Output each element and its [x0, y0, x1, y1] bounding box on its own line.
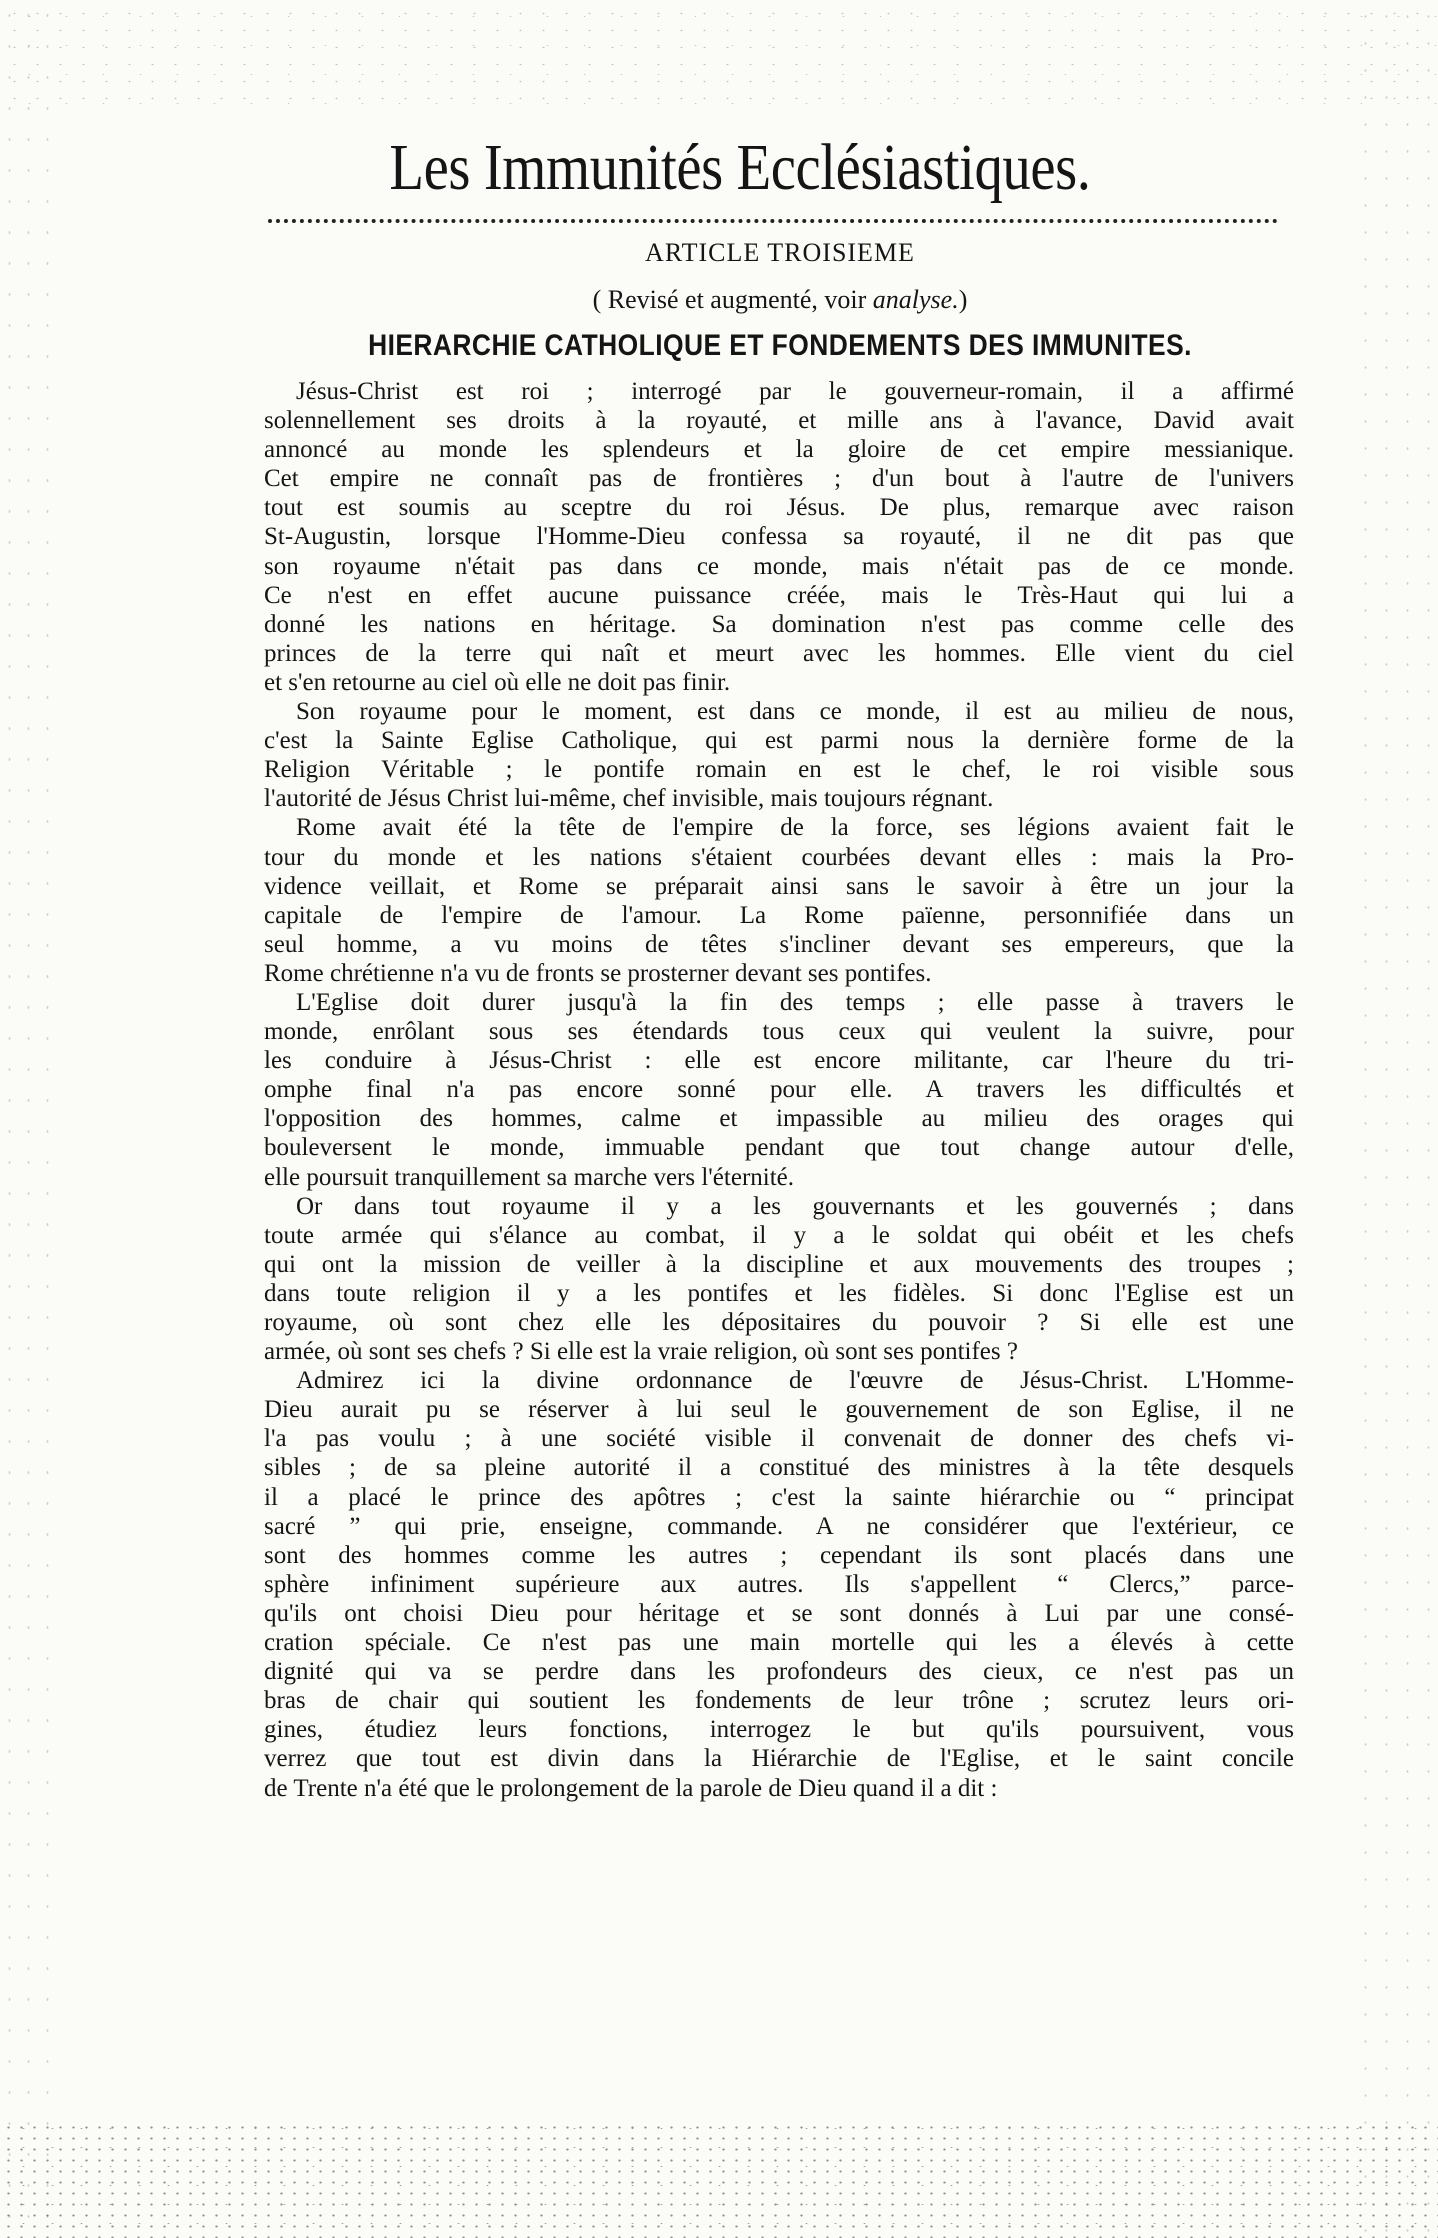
text-line-content: elle poursuit tranquillement sa marche vers l'éternité. — [264, 1163, 795, 1191]
text-line-content: les conduire à Jésus-Christ : elle est encore militante, car l'heure du tri- — [264, 1047, 1294, 1075]
text-line — [264, 1570, 1294, 1599]
scan-speckle-top — [0, 0, 1438, 110]
text-line — [264, 668, 1294, 697]
text-line — [264, 1541, 1294, 1570]
text-line — [264, 581, 1294, 610]
text-line-content: Admirez ici la divine ordonnance de l'œuvre de Jésus-Christ. L'Homme- — [296, 1367, 1294, 1395]
text-line — [264, 959, 1294, 988]
text-line-content: monde, enrôlant sous ses étendards tous ceux qui veulent la suivre, pour — [264, 1018, 1294, 1046]
text-line — [264, 1657, 1294, 1686]
text-line-content: sibles ; de sa pleine autorité il a constitué des ministres à la tête desquels — [264, 1454, 1294, 1482]
text-line — [264, 522, 1294, 551]
text-line — [264, 610, 1294, 639]
text-line — [264, 726, 1294, 755]
text-line — [264, 930, 1294, 959]
section-heading: HIERARCHIE CATHOLIQUE ET FONDEMENTS DES IMMUNITES. — [368, 329, 1192, 362]
page-title: Les Immunités Ecclésiastiques. — [389, 131, 1091, 204]
scan-speckle-left — [0, 0, 60, 2238]
text-line — [264, 1192, 1294, 1221]
text-line — [264, 1017, 1294, 1046]
text-line — [264, 1715, 1294, 1744]
revision-note-close: ) — [958, 285, 968, 314]
text-line — [264, 1046, 1294, 1075]
text-line-content: donné les nations en héritage. Sa domination n'est pas comme celle des — [264, 610, 1294, 638]
text-line — [264, 377, 1294, 406]
text-line-content: princes de la terre qui naît et meurt avec les hommes. Elle vient du ciel — [264, 639, 1294, 667]
text-line-content: sont des hommes comme les autres ; cependant ils sont placés dans une — [264, 1541, 1294, 1569]
text-line-content: Dieu aurait pu se réserver à lui seul le gouvernement de son Eglise, il ne — [264, 1396, 1294, 1424]
text-line-content: solennellement ses droits à la royauté, et mille ans à l'avance, David avait — [264, 407, 1294, 435]
text-line-content: Or dans tout royaume il y a les gouvernants et les gouvernés ; dans — [296, 1192, 1294, 1220]
text-line — [264, 493, 1294, 522]
text-line — [264, 872, 1294, 901]
text-line — [264, 1133, 1294, 1162]
text-line-content: L'Eglise doit durer jusqu'à la fin des temps ; elle passe à travers le — [296, 988, 1294, 1016]
text-line-content: seul homme, a vu moins de têtes s'incliner devant ses empereurs, que la — [264, 930, 1294, 958]
text-line — [264, 1163, 1294, 1192]
text-line-content: omphe final n'a pas encore sonné pour elle. A travers les difficultés et — [264, 1076, 1294, 1104]
text-line — [264, 1686, 1294, 1715]
text-line-content: Ce n'est en effet aucune puissance créée, mais le Très-Haut qui lui a — [264, 581, 1294, 609]
text-line-content: cration spéciale. Ce n'est pas une main mortelle qui les a élevés à cette — [264, 1629, 1294, 1657]
text-line-content: armée, où sont ses chefs ? Si elle est la vraie religion, où sont ses pontifes ? — [264, 1338, 1018, 1366]
text-line — [264, 1337, 1294, 1366]
text-line-content: annoncé au monde les splendeurs et la gloire de cet empire messianique. — [264, 436, 1294, 464]
text-line-content: son royaume n'était pas dans ce monde, mais n'était pas de ce monde. — [264, 552, 1294, 580]
text-line-content: sphère infiniment supérieure aux autres. Ils s'appellent “ Clercs,” parce- — [264, 1570, 1294, 1598]
text-line — [264, 1453, 1294, 1482]
text-line-content: Religion Véritable ; le pontife romain en est le chef, le roi visible sous — [264, 756, 1294, 784]
text-line-content: tour du monde et les nations s'étaient courbées devant elles : mais la Pro- — [264, 843, 1294, 871]
text-line-content: c'est la Sainte Eglise Catholique, qui est parmi nous la dernière forme de la — [264, 727, 1294, 755]
text-line-content: royaume, où sont chez elle les dépositaires du pouvoir ? Si elle est une — [264, 1309, 1294, 1336]
text-line — [264, 1628, 1294, 1657]
text-line-content: de Trente n'a été que le prolongement de la parole de Dieu quand il a dit : — [264, 1774, 998, 1802]
text-line-content: vidence veillait, et Rome se préparait ainsi sans le savoir à être un jour la — [264, 872, 1294, 900]
text-line-content: St-Augustin, lorsque l'Homme-Dieu confessa sa royauté, il ne dit pas que — [264, 523, 1294, 551]
text-line-content: verrez que tout est divin dans la Hiérarchie de l'Eglise, et le saint concile — [264, 1745, 1294, 1773]
text-line — [264, 1279, 1294, 1308]
text-line — [264, 813, 1294, 842]
text-line — [264, 464, 1294, 493]
text-line-content: l'opposition des hommes, calme et impassible au milieu des orages qui — [264, 1105, 1294, 1133]
scan-speckle-right — [1348, 0, 1438, 2238]
text-line — [264, 1512, 1294, 1541]
text-line — [264, 1483, 1294, 1512]
text-line — [264, 406, 1294, 435]
text-line-content: et s'en retourne au ciel où elle ne doit pas finir. — [264, 668, 731, 696]
text-line-content: sacré ” qui prie, enseigne, commande. A ne considérer que l'extérieur, ce — [264, 1512, 1294, 1540]
text-line-content: toute armée qui s'élance au combat, il y a le soldat qui obéit et les chefs — [264, 1221, 1294, 1249]
text-line-content: gines, étudiez leurs fonctions, interrogez le but qu'ils poursuivent, vous — [264, 1716, 1294, 1744]
text-line — [264, 1599, 1294, 1628]
text-line — [264, 755, 1294, 784]
text-line-content: l'a pas voulu ; à une société visible il convenait de donner des chefs vi- — [264, 1425, 1294, 1453]
text-line — [264, 1366, 1294, 1395]
article-body — [264, 377, 1294, 1803]
text-line — [264, 639, 1294, 668]
text-line — [264, 697, 1294, 726]
article-heading: ARTICLE TROISIEME — [645, 238, 915, 267]
text-line — [264, 843, 1294, 872]
text-line-content: il a placé le prince des apôtres ; c'est la sainte hiérarchie ou “ principat — [264, 1483, 1294, 1511]
text-line — [264, 1104, 1294, 1133]
text-line — [264, 552, 1294, 581]
text-line — [264, 988, 1294, 1017]
revision-note-italic: analyse. — [872, 285, 959, 314]
text-line-content: bras de chair qui soutient les fondements de leur trône ; scrutez leurs ori- — [264, 1687, 1294, 1715]
text-line-content: Rome avait été la tête de l'empire de la force, ses légions avaient fait le — [296, 814, 1294, 842]
text-line-content: dignité qui va se perdre dans les profondeurs des cieux, ce n'est pas un — [264, 1658, 1294, 1686]
text-line-content: Rome chrétienne n'a vu de fronts se prosterner devant ses pontifes. — [264, 959, 932, 987]
text-line-content: Jésus-Christ est roi ; interrogé par le gouverneur-romain, il a affirmé — [296, 378, 1294, 405]
revision-note-text: ( Revisé et augmenté, voir — [592, 285, 873, 314]
text-line — [264, 1221, 1294, 1250]
text-line-content: dans toute religion il y a les pontifes et les fidèles. Si donc l'Eglise est un — [264, 1279, 1294, 1307]
text-line-content: Son royaume pour le moment, est dans ce monde, il est au milieu de nous, — [296, 698, 1294, 726]
scan-speckle-bottom — [0, 2118, 1438, 2238]
text-line-content: tout est soumis au sceptre du roi Jésus. De plus, remarque avec raison — [264, 494, 1294, 522]
text-line-content: l'autorité de Jésus Christ lui-même, chef invisible, mais toujours régnant. — [264, 785, 994, 813]
dotted-divider — [268, 219, 1278, 223]
text-line-content: qu'ils ont choisi Dieu pour héritage et se sont donnés à Lui par une consé- — [264, 1599, 1294, 1627]
revision-note — [260, 283, 1300, 317]
text-line — [264, 1395, 1294, 1424]
text-line-content: Cet empire ne connaît pas de frontières ; d'un bout à l'autre de l'univers — [264, 465, 1294, 493]
text-line — [264, 1744, 1294, 1773]
text-line — [264, 435, 1294, 464]
text-line — [264, 1774, 1294, 1803]
text-line — [264, 1075, 1294, 1104]
text-line — [264, 1308, 1294, 1337]
text-line — [264, 784, 1294, 813]
text-line-content: capitale de l'empire de l'amour. La Rome païenne, personnifiée dans un — [264, 901, 1294, 929]
text-line — [264, 1250, 1294, 1279]
text-line — [264, 1424, 1294, 1453]
text-line — [264, 901, 1294, 930]
text-line-content: bouleversent le monde, immuable pendant que tout change autour d'elle, — [264, 1134, 1294, 1162]
text-line-content: qui ont la mission de veiller à la discipline et aux mouvements des troupes ; — [264, 1250, 1294, 1278]
